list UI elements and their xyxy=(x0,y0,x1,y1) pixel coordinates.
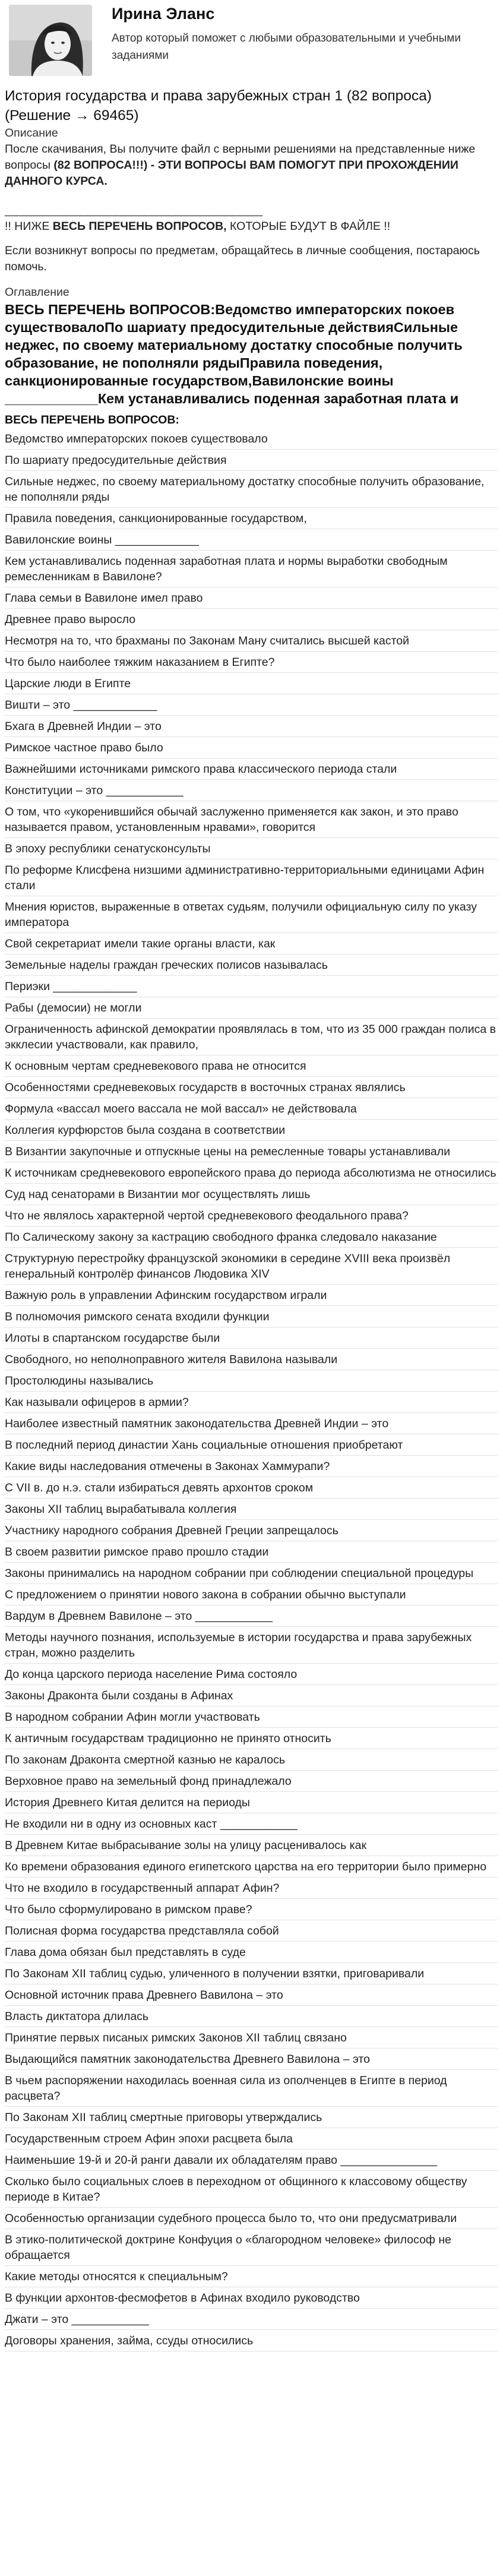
question-item: По реформе Клисфена низшими административно-территориальными единицами Афин стали xyxy=(5,859,498,896)
question-item: Участнику народного собрания Древней Греции запрещалось xyxy=(5,1520,498,1541)
question-item: Ко времени образования единого египетского царства на его территории было примерно xyxy=(5,1856,498,1878)
question-item: Какие виды наследования отмечены в Законах Хаммурапи? xyxy=(5,1456,498,1477)
question-item: Кем устанавливались поденная заработная плата и нормы выработки свободным ремесленникам в Вавилоне? xyxy=(5,551,498,587)
question-item: Особенностью организации судебного процесса было то, что они предусматривали xyxy=(5,2208,498,2229)
question-item: Рабы (демосии) не могли xyxy=(5,997,498,1019)
question-item: Сильные неджес, по своему материальному достатку способные получить образование, не пополняли ряды xyxy=(5,471,498,508)
question-item: Вардум в Древнем Вавилоне – это ____________ xyxy=(5,1605,498,1627)
question-item: К источникам средневекового европейского права до периода абсолютизма не относились xyxy=(5,1162,498,1184)
question-item: Глава семьи в Вавилоне имел право xyxy=(5,587,498,609)
question-item: По Салическому закону за кастрацию свободного франка следовало наказание xyxy=(5,1227,498,1248)
question-item: Важнейшими источниками римского права классического периода стали xyxy=(5,758,498,780)
question-item: Наиболее известный памятник законодательства Древней Индии – это xyxy=(5,1413,498,1434)
question-item: Не входили ни в одну из основных каст ____________ xyxy=(5,1813,498,1835)
question-item: Что было сформулировано в римском праве? xyxy=(5,1899,498,1920)
question-item: Что не входило в государственный аппарат Афин? xyxy=(5,1878,498,1899)
question-item: Наименьшие 19-й и 20-й ранги давали их обладателям право _______________ xyxy=(5,2150,498,2171)
question-item: Царские люди в Египте xyxy=(5,673,498,694)
question-list-heading: ВЕСЬ ПЕРЕЧЕНЬ ВОПРОСОВ: xyxy=(5,413,179,426)
question-item: В функции архонтов-фесмофетов в Афинах входило руководство xyxy=(5,2287,498,2309)
question-item: Простолюдины назывались xyxy=(5,1370,498,1392)
question-item: К античным государствам традиционно не принято относить xyxy=(5,1728,498,1749)
question-item: Основной источник права Древнего Вавилона – это xyxy=(5,1984,498,2006)
question-item: В своем развитии римское право прошло стадии xyxy=(5,1541,498,1563)
question-item: Сколько было социальных слоев в переходном от общинного к классовому обществу периоде в Китае? xyxy=(5,2171,498,2208)
question-item: Ведомство императорских покоев существовало xyxy=(5,428,498,450)
question-item: Власть диктатора длилась xyxy=(5,2006,498,2027)
question-item: В полномочия римского сената входили функции xyxy=(5,1306,498,1327)
question-item: Законы принимались на народном собрании при соблюдении специальной процедуры xyxy=(5,1563,498,1584)
description-label: Описание xyxy=(5,127,58,140)
question-item: История Древнего Китая делится на периоды xyxy=(5,1792,498,1813)
question-item: С VII в. до н.э. стали избираться девять архонтов сроком xyxy=(5,1477,498,1499)
question-item: Законы XII таблиц вырабатывала коллегия xyxy=(5,1499,498,1520)
question-item: В этико-политической доктрине Конфуция о «благородном человеке» философ не обращается xyxy=(5,2229,498,2266)
question-item: Как называли офицеров в армии? xyxy=(5,1392,498,1413)
question-item: В Византии закупочные и отпускные цены на ремесленные товары устанавливали xyxy=(5,1141,498,1162)
question-item: Мнения юристов, выраженные в ответах судьям, получили официальную силу по указу императора xyxy=(5,896,498,933)
question-item: Какие методы относятся к специальным? xyxy=(5,2266,498,2287)
question-item: Полисная форма государства представляла собой xyxy=(5,1920,498,1942)
question-item: Что было наиболее тяжким наказанием в Египте? xyxy=(5,652,498,673)
question-item: В чьем распоряжении находилась военная сила из ополченцев в Египте в период расцвета? xyxy=(5,2070,498,2107)
contact-note: Если возникнут вопросы по предметам, обращайтесь в личные сообщения, постараюсь помочь. xyxy=(5,244,480,273)
question-item: Свой секретариат имели такие органы власти, как xyxy=(5,933,498,954)
document-content xyxy=(5,86,498,2351)
question-item: Конституции – это ____________ xyxy=(5,780,498,801)
question-item: Правила поведения, санкционированные государством, xyxy=(5,508,498,529)
question-item: Ограниченность афинской демократии проявлялась в том, что из 35 000 граждан полиса в экклесии участвовали, как правило, xyxy=(5,1019,498,1055)
question-item: В Древнем Китае выбрасывание золы на улицу расценивалось как xyxy=(5,1835,498,1856)
document-title: История государства и права зарубежных стран 1 (82 вопроса) (Решение → 69465) xyxy=(5,88,432,124)
question-item: С предложением о принятии нового закона в собрании обычно выступали xyxy=(5,1584,498,1605)
author-name[interactable]: Ирина Эланс xyxy=(112,5,215,23)
list-notice-suffix: КОТОРЫЕ БУДУТ В ФАЙЛЕ !! xyxy=(226,220,391,233)
question-item: Коллегия курфюрстов была создана в соответствии xyxy=(5,1120,498,1141)
author-description: Автор который поможет с любыми образовательными и учебными заданиями xyxy=(112,32,461,62)
question-item: Формула «вассал моего вассала не мой вассал» не действовала xyxy=(5,1098,498,1120)
list-notice-bold: ВЕСЬ ПЕРЕЧЕНЬ ВОПРОСОВ, xyxy=(52,220,227,233)
question-list xyxy=(5,428,498,2351)
toc-label: Оглавление xyxy=(5,286,69,299)
question-item: Что не являлось характерной чертой средневекового феодального права? xyxy=(5,1205,498,1227)
question-item: Илоты в спартанском государстве были xyxy=(5,1327,498,1349)
question-item: По Законам XII таблиц судью, уличенного в получении взятки, приговаривали xyxy=(5,1963,498,1984)
question-item: Древнее право выросло xyxy=(5,609,498,630)
question-item: Земельные наделы граждан греческих полисов называлась xyxy=(5,954,498,976)
question-item: Структурную перестройку французской экономики в середине XVIII века произвёл генеральный контролёр финансов Людовика XIV xyxy=(5,1248,498,1285)
list-notice xyxy=(5,219,498,235)
question-item: Принятие первых писаных римских Законов XII таблиц связано xyxy=(5,2027,498,2049)
author-header xyxy=(0,0,503,83)
question-item: Методы научного познания, используемые в истории государства и права зарубежных стран, можно разделить xyxy=(5,1627,498,1664)
question-item: Бхага в Древней Индии – это xyxy=(5,716,498,737)
question-item: Государственным строем Афин эпохи расцвета была xyxy=(5,2128,498,2150)
question-item: Периэки _____________ xyxy=(5,976,498,997)
question-item: Вишти – это _____________ xyxy=(5,694,498,716)
question-item: Вавилонские воины _____________ xyxy=(5,529,498,551)
question-item: Особенностями средневековых государств в восточных странах являлись xyxy=(5,1077,498,1098)
question-item: Джати – это ____________ xyxy=(5,2309,498,2330)
question-item: Несмотря на то, что брахманы по Законам Ману считались высшей кастой xyxy=(5,630,498,652)
question-item: По шариату предосудительные действия xyxy=(5,450,498,471)
question-item: Римское частное право было xyxy=(5,737,498,758)
question-item: Суд над сенаторами в Византии мог осуществлять лишь xyxy=(5,1184,498,1205)
question-item: Верховное право на земельный фонд принадлежало xyxy=(5,1771,498,1792)
question-item: Законы Драконта были созданы в Афинах xyxy=(5,1685,498,1706)
list-notice-prefix: !! НИЖЕ xyxy=(5,220,53,233)
question-item: Выдающийся памятник законодательства Древнего Вавилона – это xyxy=(5,2049,498,2070)
question-item: В эпоху республики сенатусконсульты xyxy=(5,838,498,859)
question-item: В последний период династии Хань социальные отношения приобретают xyxy=(5,1434,498,1456)
question-item: Важную роль в управлении Афинским государством играли xyxy=(5,1285,498,1306)
question-item: Свободного, но неполноправного жителя Вавилона называли xyxy=(5,1349,498,1370)
question-item: О том, что «укоренившийся обычай заслуженно применяется как закон, и это право называется правом, установленным нравами», говорится xyxy=(5,801,498,838)
description-intro: После скачивания, Вы получите файл с верными решениями на представленные ниже вопросы xyxy=(5,143,476,172)
question-item: До конца царского периода население Рима состояло xyxy=(5,1664,498,1685)
author-avatar[interactable] xyxy=(9,5,92,76)
description-text xyxy=(5,141,498,189)
description-bold: (82 ВОПРОСА!!!) - ЭТИ ВОПРОСЫ ВАМ ПОМОГУТ ПРИ ПРОХОЖДЕНИИ ДАННОГО КУРСА. xyxy=(5,159,458,188)
question-item: По законам Драконта смертной казнью не каралось xyxy=(5,1749,498,1771)
question-item: К основным чертам средневекового права не относится xyxy=(5,1055,498,1077)
question-item: Договоры хранения, займа, ссуды относились xyxy=(5,2330,498,2351)
avatar-photo-icon xyxy=(9,5,92,76)
separator-line: ____________________________________________ xyxy=(5,204,262,217)
question-item: По Законам XII таблиц смертные приговоры утверждались xyxy=(5,2107,498,2128)
question-item: В народном собрании Афин могли участвовать xyxy=(5,1706,498,1728)
toc-text: ВЕСЬ ПЕРЕЧЕНЬ ВОПРОСОВ:Ведомство императорских покоев существовалоПо шариату предосудительные действияСильные неджес, по своему материальному достатку способные получить образование, не пополняли рядыПравила поведения, санкционированные государством,Вавилонские воины ____________Кем устанавливались поденная заработная плата и xyxy=(5,302,463,406)
question-item: Глава дома обязан был представлять в суде xyxy=(5,1942,498,1963)
